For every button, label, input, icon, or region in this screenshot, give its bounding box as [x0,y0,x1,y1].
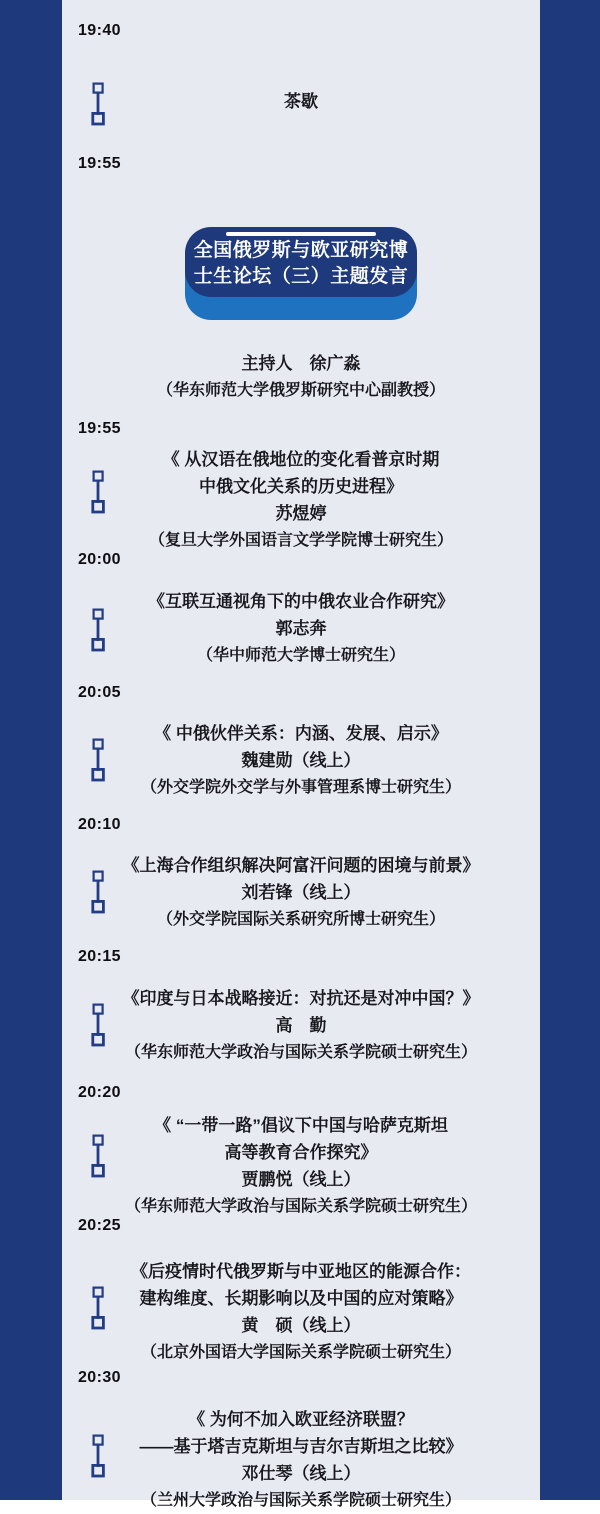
break-label: 茶歇 [284,92,318,111]
session-title-line: ——基于塔吉克斯坦与吉尔吉斯坦之比较》 [139,1437,463,1456]
section-banner [185,227,417,320]
banner-top-line [226,232,376,236]
session-title-line: 中俄文化关系的历史进程》 [199,477,403,496]
session-block [62,1258,540,1366]
session-speaker: 苏煜婷 [275,504,327,523]
banner-main [185,227,417,297]
left-border [0,0,62,1500]
session-title-line: 《 “一带一路”倡议下中国与哈萨克斯坦 [154,1116,448,1135]
session-title-line: 《印度与日本战略接近：对抗还是对冲中国？》 [122,989,480,1008]
session-affiliation: （华中师范大学博士研究生） [196,647,405,664]
session-speaker: 郭志奔 [275,619,327,638]
session-affiliation: （北京外国语大学国际关系学院硕士研究生） [140,1344,461,1361]
session-title-line: 建构维度、长期影响以及中国的应对策略》 [139,1289,463,1308]
time-label: 19:40 [78,22,121,39]
session-speaker: 黄 硕（线上） [241,1316,361,1335]
session-block [62,1406,540,1514]
time-label: 20:30 [78,1369,121,1386]
time-label: 20:20 [78,1084,121,1101]
session-affiliation: （兰州大学政治与国际关系学院硕士研究生） [140,1492,461,1509]
moderator-name: 主持人 徐广淼 [241,354,361,373]
session-block [62,588,540,669]
time-label: 20:00 [78,551,121,568]
session-speaker: 高 勤 [275,1016,327,1035]
session-title-line: 高等教育合作探究》 [224,1143,378,1162]
session-title-line: 《 中俄伙伴关系：内涵、发展、启示》 [154,724,448,743]
session-block [62,1112,540,1220]
session-speaker: 贾鹏悦（线上） [241,1170,361,1189]
session-title-line: 《 为何不加入欧亚经济联盟？ [188,1410,414,1429]
session-block [62,720,540,801]
session-block [62,985,540,1066]
session-speaker: 刘若锋（线上） [241,883,361,902]
time-label: 20:10 [78,816,121,833]
moderator-block [62,350,540,404]
session-title-line: 《后疫情时代俄罗斯与中亚地区的能源合作： [131,1262,471,1281]
time-label: 20:25 [78,1217,121,1234]
session-affiliation: （华东师范大学政治与国际关系学院硕士研究生） [124,1044,477,1061]
session-title-line: 《 从汉语在俄地位的变化看普京时期 [162,450,440,469]
banner-title-line1: 全国俄罗斯与欧亚研究博 [193,240,409,261]
session-block [62,446,540,554]
right-border [540,0,600,1500]
session-affiliation: （复旦大学外国语言文学学院博士研究生） [148,532,453,549]
session-affiliation: （华东师范大学政治与国际关系学院硕士研究生） [124,1198,477,1215]
session-title-line: 《上海合作组织解决阿富汗问题的困境与前景》 [122,856,480,875]
time-label: 19:55 [78,155,121,172]
session-speaker: 魏建勋（线上） [241,751,361,770]
session-affiliation: （外交学院外交学与外事管理系博士研究生） [140,779,461,796]
break-label-row [62,88,540,115]
time-label: 20:15 [78,948,121,965]
time-label: 19:55 [78,420,121,437]
session-speaker: 邓仕琴（线上） [241,1464,361,1483]
banner-title-line2: 士生论坛（三）主题发言 [193,266,409,287]
session-title-line: 《互联互通视角下的中俄农业合作研究》 [148,592,454,611]
time-label: 20:05 [78,684,121,701]
session-affiliation: （外交学院国际关系研究所博士研究生） [156,911,445,928]
moderator-affiliation: （华东师范大学俄罗斯研究中心副教授） [156,382,445,399]
session-block [62,852,540,933]
